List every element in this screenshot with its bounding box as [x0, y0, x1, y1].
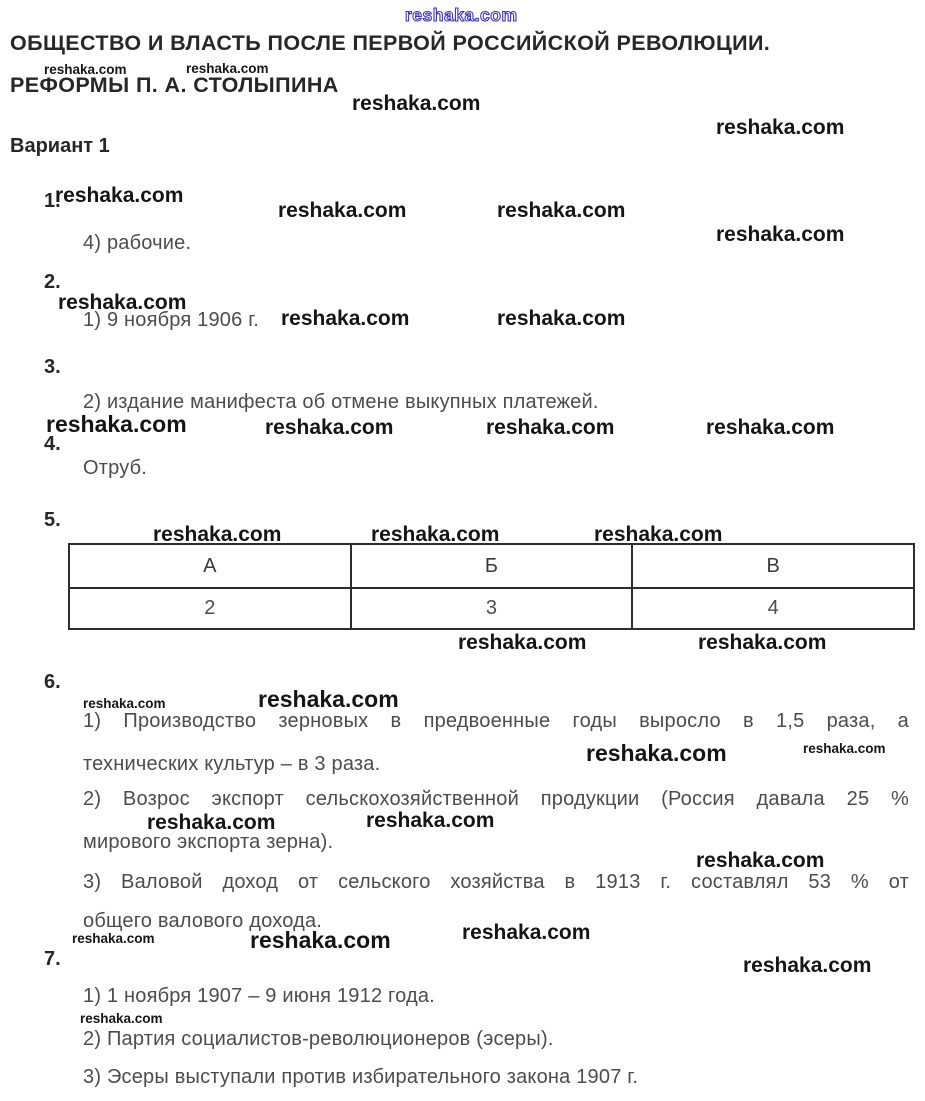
question-6-number: 6. [44, 671, 61, 693]
watermark: reshaka.com [153, 523, 282, 546]
table-value-b: 3 [351, 588, 633, 629]
question-6-line-4: мирового экспорта зерна). [83, 831, 334, 853]
watermark: reshaka.com [55, 184, 184, 207]
question-4-answer: Отруб. [83, 457, 148, 479]
watermark: reshaka.com [586, 740, 727, 766]
table-header-row [69, 544, 914, 588]
watermark: reshaka.com [352, 92, 481, 115]
table-value-a: 2 [69, 588, 351, 629]
watermark: reshaka.com [716, 223, 845, 246]
question-2-answer: 1) 9 ноября 1906 г. [83, 309, 260, 331]
table-value-row [69, 588, 914, 629]
watermark: reshaka.com [458, 631, 587, 654]
watermark: reshaka.com [803, 741, 886, 756]
watermark: reshaka.com [371, 523, 500, 546]
watermark: reshaka.com [462, 921, 591, 944]
watermark: reshaka.com [366, 809, 495, 832]
question-1-answer: 4) рабочие. [83, 232, 192, 254]
question-7-line-3: 3) Эсеры выступали против избирательного закона 1907 г. [83, 1066, 639, 1088]
watermark: reshaka.com [186, 61, 269, 76]
watermark: reshaka.com [486, 416, 615, 439]
watermark: reshaka.com [706, 416, 835, 439]
question-2-number: 2. [44, 271, 61, 293]
question-4-number: 4. [44, 433, 61, 455]
question-6-line-2: технических культур – в 3 раза. [83, 753, 381, 775]
question-6-line-1: 1) Производство зерновых в предвоенные годы выросло в 1,5 раза, а [83, 710, 909, 732]
question-6-line-5: 3) Валовой доход от сельского хозяйства в 1913 г. составлял 53 % от [83, 871, 909, 893]
question-3-answer: 2) издание манифеста об отмене выкупных платежей. [83, 391, 599, 413]
watermark: reshaka.com [743, 954, 872, 977]
page-title-line2: РЕФОРМЫ П. А. СТОЛЫПИНА [10, 73, 339, 97]
table-header-b: Б [351, 544, 633, 588]
variant-label: Вариант 1 [10, 135, 110, 157]
page-title-line1: ОБЩЕСТВО И ВЛАСТЬ ПОСЛЕ ПЕРВОЙ РОССИЙСКОЙ РЕВОЛЮЦИИ. [10, 31, 771, 55]
table-value-v: 4 [632, 588, 914, 629]
watermark: reshaka.com [80, 1011, 163, 1026]
watermark: reshaka.com [278, 199, 407, 222]
watermark: reshaka.com [497, 199, 626, 222]
watermark: reshaka.com [58, 291, 187, 314]
watermark: reshaka.com [696, 849, 825, 872]
table-header-v: В [632, 544, 914, 588]
question-7-line-2: 2) Партия социалистов-революционеров (эсеры). [83, 1028, 554, 1050]
watermark: reshaka.com [258, 686, 399, 712]
answer-table [68, 543, 915, 630]
watermark: reshaka.com [147, 811, 276, 834]
watermark: reshaka.com [698, 631, 827, 654]
watermark: reshaka.com [46, 411, 187, 437]
question-7-line-1: 1) 1 ноября 1907 – 9 июня 1912 года. [83, 985, 435, 1007]
question-1-number: 1. [44, 190, 61, 212]
question-6-line-6: общего валового дохода. [83, 910, 323, 932]
watermark: reshaka.com [497, 307, 626, 330]
watermark: reshaka.com [72, 931, 155, 946]
watermark: reshaka.com [83, 696, 166, 711]
table-header-a: А [69, 544, 351, 588]
question-5-number: 5. [44, 509, 61, 531]
watermark: reshaka.com [44, 62, 127, 77]
question-6-line-3: 2) Возрос экспорт сельскохозяйственной продукции (Россия давала 25 % [83, 788, 909, 810]
watermark: reshaka.com [265, 416, 394, 439]
question-3-number: 3. [44, 356, 61, 378]
watermark: reshaka.com [716, 116, 845, 139]
question-7-number: 7. [44, 948, 61, 970]
watermark: reshaka.com [594, 523, 723, 546]
watermark: reshaka.com [250, 927, 391, 953]
watermark-outline: reshaka.com [405, 5, 518, 25]
watermark: reshaka.com [281, 307, 410, 330]
